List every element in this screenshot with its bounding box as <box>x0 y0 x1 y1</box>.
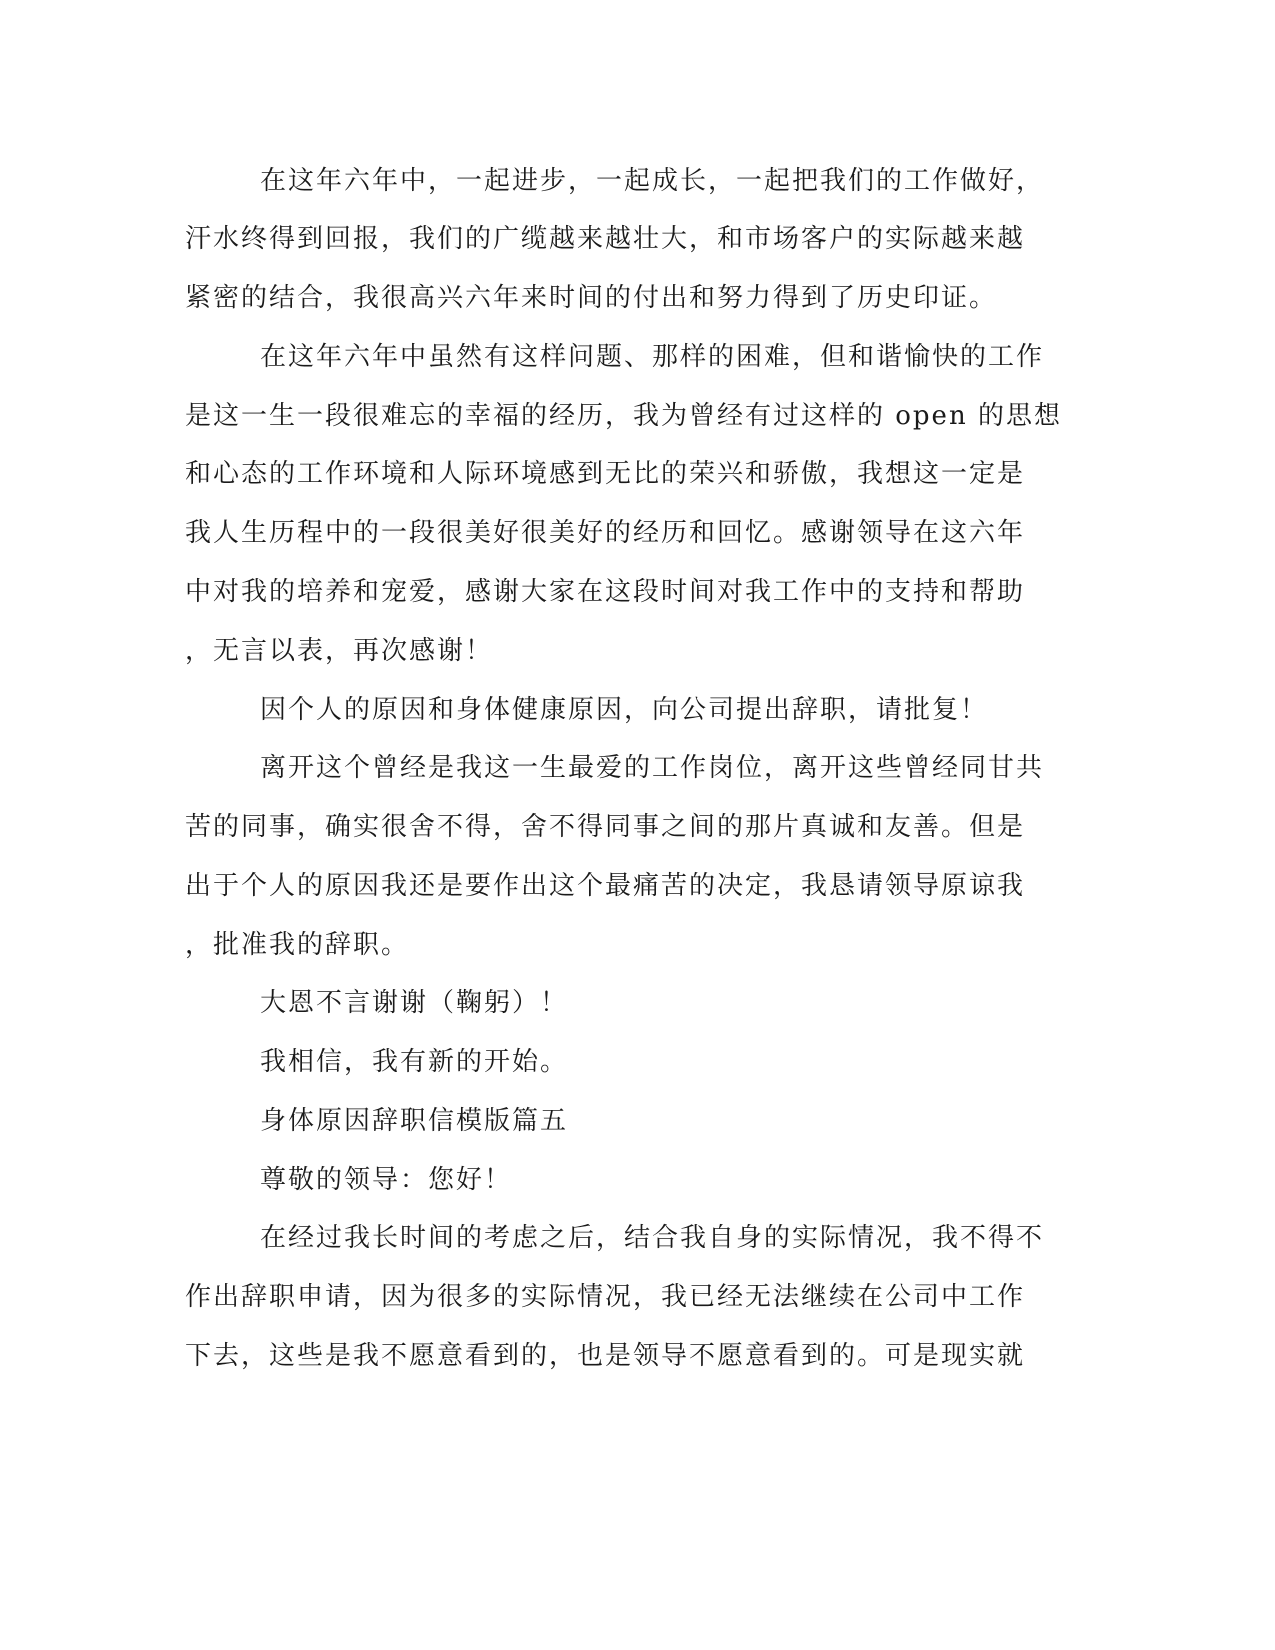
text-line: 和心态的工作环境和人际环境感到无比的荣兴和骄傲，我想这一定是 <box>185 459 1026 489</box>
salutation: 尊敬的领导：您好！ <box>260 1165 513 1195</box>
text-line: 出于个人的原因我还是要作出这个最痛苦的决定，我恳请领导原谅我 <box>185 871 1026 901</box>
text-line: 苦的同事，确实很舍不得，舍不得同事之间的那片真诚和友善。但是 <box>185 812 1026 842</box>
text-line: 下去，这些是我不愿意看到的，也是领导不愿意看到的。可是现实就 <box>185 1341 1026 1371</box>
text-line: ，批准我的辞职。 <box>185 930 410 960</box>
text-line: 因个人的原因和身体健康原因，向公司提出辞职，请批复！ <box>260 695 989 725</box>
text-line: ，无言以表，再次感谢！ <box>185 636 494 666</box>
text-line: 我相信，我有新的开始。 <box>260 1047 569 1077</box>
text-line: 作出辞职申请，因为很多的实际情况，我已经无法继续在公司中工作 <box>185 1282 1026 1312</box>
text-line: 在经过我长时间的考虑之后，结合我自身的实际情况，我不得不 <box>260 1223 1045 1253</box>
section-heading: 身体原因辞职信模版篇五 <box>260 1106 569 1136</box>
text-line: 汗水终得到回报，我们的广缆越来越壮大，和市场客户的实际越来越 <box>185 224 1026 254</box>
text-line: 我人生历程中的一段很美好很美好的经历和回忆。感谢领导在这六年 <box>185 518 1026 548</box>
text-line: 在这年六年中虽然有这样问题、那样的困难，但和谐愉快的工作 <box>260 342 1045 372</box>
text-line: 大恩不言谢谢（鞠躬）！ <box>260 988 569 1018</box>
text-line: 紧密的结合，我很高兴六年来时间的付出和努力得到了历史印证。 <box>185 283 998 313</box>
text-line: 是这一生一段很难忘的幸福的经历，我为曾经有过这样的 open 的思想 <box>185 401 1062 431</box>
text-line: 离开这个曾经是我这一生最爱的工作岗位，离开这些曾经同甘共 <box>260 753 1045 783</box>
text-line: 在这年六年中，一起进步，一起成长，一起把我们的工作做好， <box>260 166 1045 196</box>
text-line: 中对我的培养和宠爱，感谢大家在这段时间对我工作中的支持和帮助 <box>185 577 1026 607</box>
